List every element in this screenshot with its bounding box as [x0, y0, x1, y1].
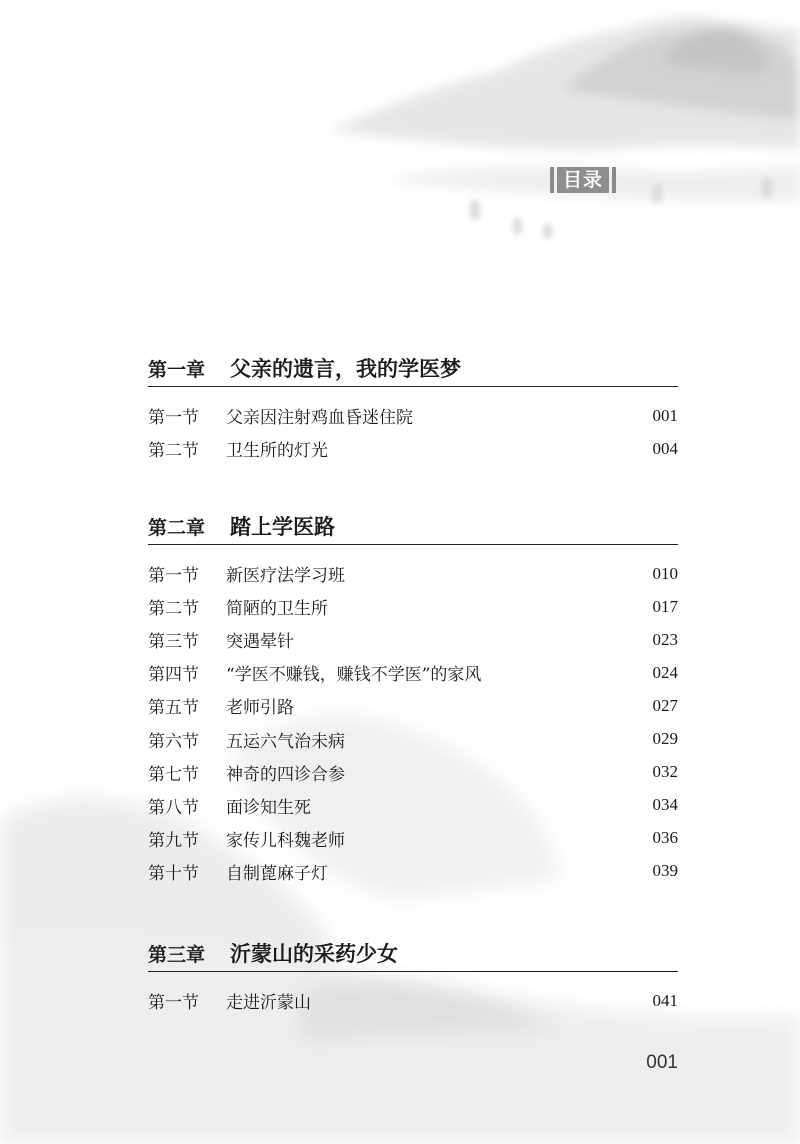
- section-label: 第二节: [148, 441, 199, 462]
- toc-entry[interactable]: [148, 689, 678, 722]
- chapter-title: 父亲的遗言，我的学医梦: [230, 357, 461, 381]
- chapter-1: [148, 350, 678, 465]
- section-label: 第六节: [148, 731, 199, 752]
- section-page: 023: [652, 629, 678, 649]
- toc-heading-badge: [550, 167, 616, 193]
- toc-entry[interactable]: [148, 789, 678, 822]
- badge-right-bar: [612, 167, 616, 193]
- section-title: 卫生所的灯光: [226, 441, 328, 462]
- section-title: 新医疗法学习班: [226, 566, 345, 587]
- section-page: 032: [652, 762, 678, 782]
- section-page: 010: [652, 563, 678, 583]
- section-page: 001: [652, 405, 678, 425]
- chapter-title: 沂蒙山的采药少女: [230, 942, 398, 966]
- section-page: 024: [652, 662, 678, 682]
- section-title: 神奇的四诊合参: [226, 764, 345, 785]
- toc-entry[interactable]: [148, 984, 678, 1017]
- toc-heading: 目录: [557, 167, 609, 193]
- section-page: 004: [652, 438, 678, 458]
- section-list: [148, 399, 678, 465]
- chapter-label: 第一章: [148, 358, 206, 381]
- section-page: 041: [652, 990, 678, 1010]
- toc-entry[interactable]: [148, 623, 678, 656]
- chapter-heading[interactable]: [148, 508, 678, 545]
- section-title: 突遇晕针: [226, 632, 294, 653]
- toc-entry[interactable]: [148, 656, 678, 689]
- section-page: 036: [652, 828, 678, 848]
- section-label: 第四节: [148, 665, 199, 686]
- toc-entry[interactable]: [148, 855, 678, 888]
- chapter-3: [148, 935, 678, 1017]
- section-title: 家传儿科魏老师: [226, 830, 345, 851]
- section-page: 017: [652, 596, 678, 616]
- section-label: 第二节: [148, 599, 199, 620]
- section-label: 第九节: [148, 830, 199, 851]
- section-title: 老师引路: [226, 698, 294, 719]
- badge-left-bar: [550, 167, 554, 193]
- section-title: 走进沂蒙山: [226, 993, 311, 1014]
- section-label: 第十节: [148, 863, 199, 884]
- section-label: 第七节: [148, 764, 199, 785]
- section-list: [148, 557, 678, 888]
- chapter-heading[interactable]: [148, 350, 678, 387]
- section-label: 第八节: [148, 797, 199, 818]
- section-list: [148, 984, 678, 1017]
- section-page: 039: [652, 861, 678, 881]
- toc-entry[interactable]: [148, 590, 678, 623]
- section-title: 五运六气治未病: [226, 731, 345, 752]
- toc-entry[interactable]: [148, 756, 678, 789]
- section-page: 027: [652, 695, 678, 715]
- chapter-label: 第二章: [148, 516, 206, 539]
- chapter-title: 踏上学医路: [230, 515, 335, 539]
- toc-entry[interactable]: [148, 557, 678, 590]
- section-title: 简陋的卫生所: [226, 599, 328, 620]
- section-label: 第五节: [148, 698, 199, 719]
- section-page: 034: [652, 795, 678, 815]
- section-label: 第一节: [148, 566, 199, 587]
- section-title: 父亲因注射鸡血昏迷住院: [226, 408, 413, 429]
- toc-entry[interactable]: [148, 399, 678, 432]
- toc-entry[interactable]: [148, 822, 678, 855]
- section-label: 第三节: [148, 632, 199, 653]
- chapter-2: [148, 508, 678, 888]
- toc-entry[interactable]: [148, 722, 678, 755]
- section-title: 自制蓖麻子灯: [226, 863, 328, 884]
- section-label: 第一节: [148, 993, 199, 1014]
- chapter-heading[interactable]: [148, 935, 678, 972]
- chapter-label: 第三章: [148, 943, 206, 966]
- section-label: 第一节: [148, 408, 199, 429]
- section-title: 面诊知生死: [226, 797, 311, 818]
- section-title: “学医不赚钱，赚钱不学医”的家风: [226, 665, 482, 686]
- section-page: 029: [652, 729, 678, 749]
- toc-entry[interactable]: [148, 432, 678, 465]
- page-number: 001: [646, 1052, 678, 1073]
